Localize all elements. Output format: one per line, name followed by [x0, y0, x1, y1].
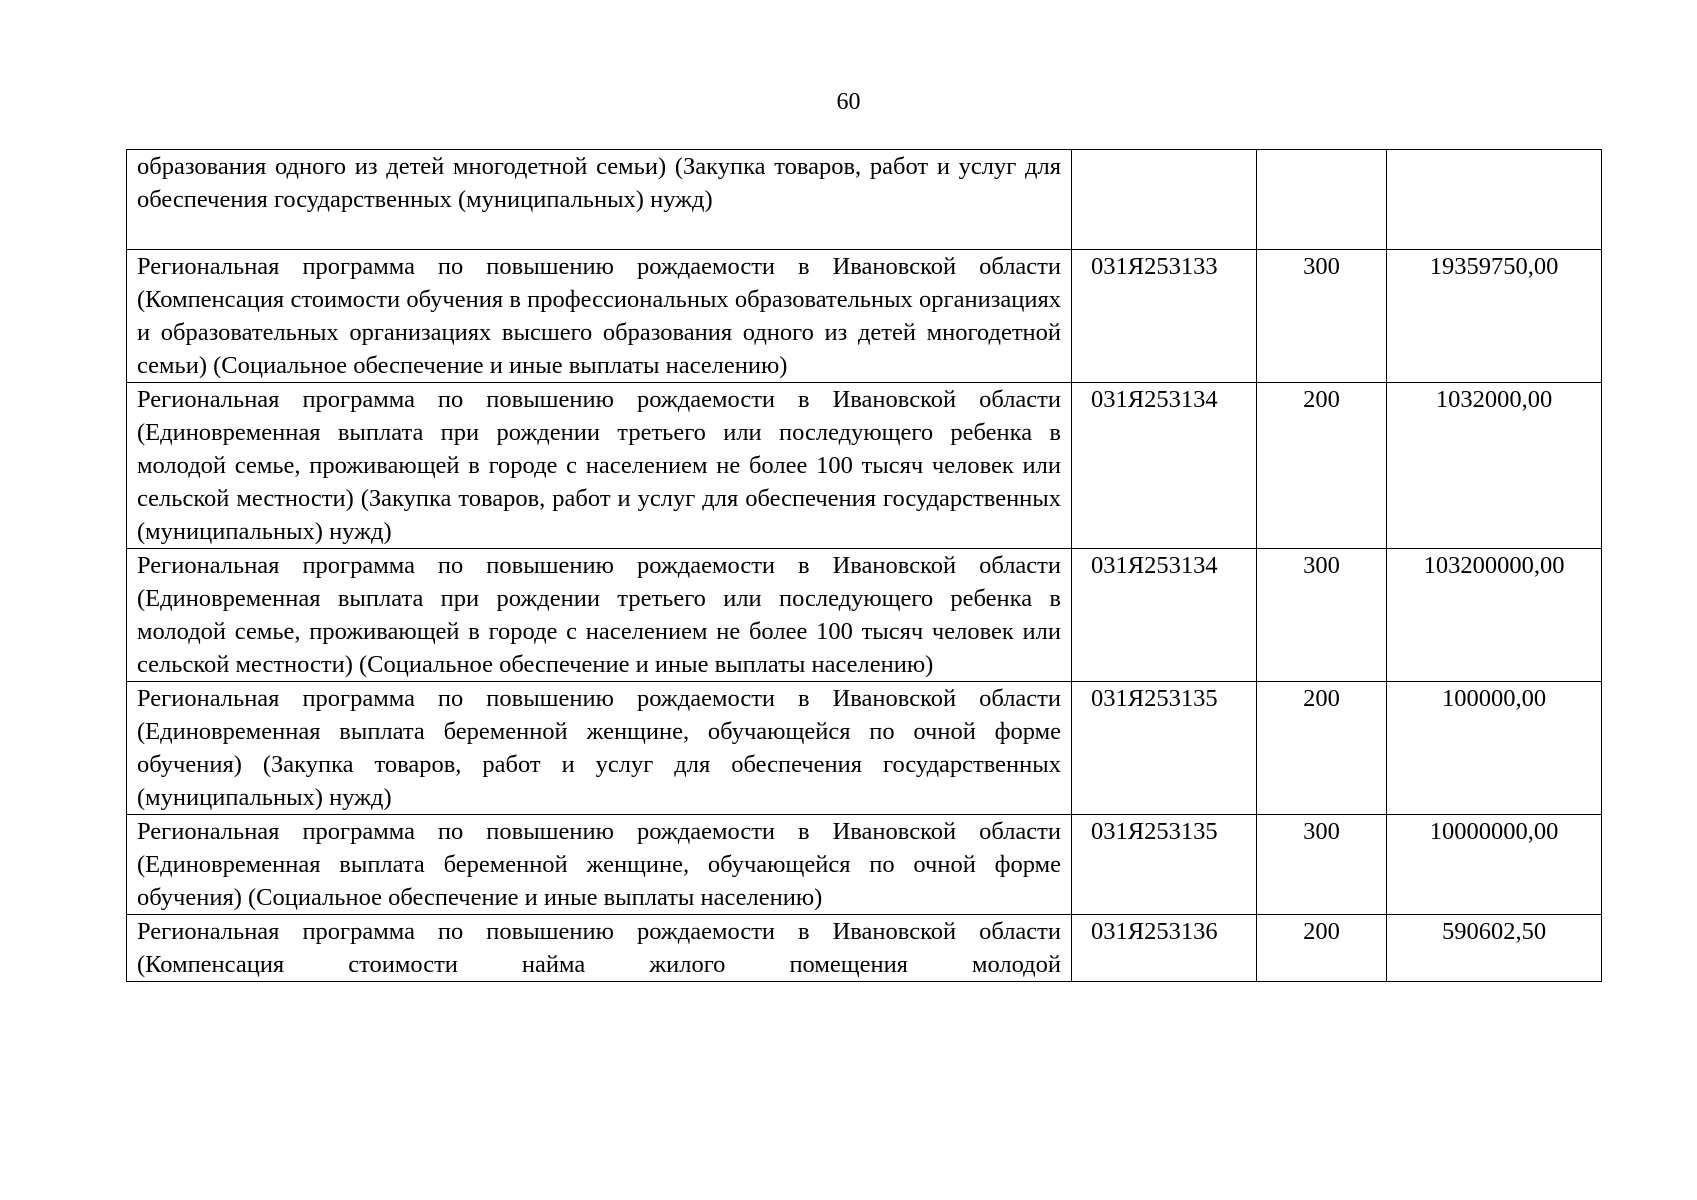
row-sum-cell: 10000000,00 [1387, 815, 1602, 915]
row-kind-cell [1257, 150, 1387, 250]
row-kind-cell: 300 [1257, 815, 1387, 915]
row-sum-cell: 100000,00 [1387, 682, 1602, 815]
row-name-cell: Региональная программа по повышению рождаемости в Ивановской области (Единовременная выплата беременной женщине, обучающейся по очной форме обучения) (Социальное обеспечение и иные выплаты населению) [127, 815, 1072, 915]
row-name-cell: Региональная программа по повышению рождаемости в Ивановской области (Единовременная выплата при рождении третьего или последующего ребенка в молодой семье, проживающей в городе с населением не более 100 тысяч человек или сельской местности) (Закупка товаров, работ и услуг для обеспечения государственных (муниципальных) нужд) [127, 383, 1072, 549]
row-kind-cell: 200 [1257, 383, 1387, 549]
row-sum-cell: 590602,50 [1387, 915, 1602, 982]
row-code-cell: 031Я253136 [1072, 915, 1257, 982]
row-code-cell: 031Я253133 [1072, 250, 1257, 383]
table-row [127, 383, 1602, 549]
row-kind-cell: 300 [1257, 250, 1387, 383]
row-code-cell: 031Я253135 [1072, 682, 1257, 815]
row-sum-cell: 19359750,00 [1387, 250, 1602, 383]
row-sum-cell [1387, 150, 1602, 250]
row-name-cell: Региональная программа по повышению рождаемости в Ивановской области (Компенсация стоимости обучения в профессиональных образовательных организациях и образовательных организациях высшего образования одного из детей многодетной семьи) (Социальное обеспечение и иные выплаты населению) [127, 250, 1072, 383]
page-number: 60 [836, 89, 861, 115]
table-row [127, 682, 1602, 815]
row-name-cell: Региональная программа по повышению рождаемости в Ивановской области (Компенсация стоимости найма жилого помещения молодой [127, 915, 1072, 982]
table-row [127, 549, 1602, 682]
row-sum-cell: 1032000,00 [1387, 383, 1602, 549]
row-sum-cell: 103200000,00 [1387, 549, 1602, 682]
row-name-cell: Региональная программа по повышению рождаемости в Ивановской области (Единовременная выплата беременной женщине, обучающейся по очной форме обучения) (Закупка товаров, работ и услуг для обеспечения государственных (муниципальных) нужд) [127, 682, 1072, 815]
row-kind-cell: 200 [1257, 915, 1387, 982]
budget-table [126, 149, 1602, 982]
row-code-cell: 031Я253134 [1072, 549, 1257, 682]
row-code-cell [1072, 150, 1257, 250]
table-row [127, 815, 1602, 915]
row-kind-cell: 300 [1257, 549, 1387, 682]
table-row [127, 250, 1602, 383]
table-row [127, 150, 1602, 250]
row-name-cell: образования одного из детей многодетной семьи) (Закупка товаров, работ и услуг для обеспечения государственных (муниципальных) нужд) [127, 150, 1072, 250]
row-code-cell: 031Я253134 [1072, 383, 1257, 549]
row-kind-cell: 200 [1257, 682, 1387, 815]
row-code-cell: 031Я253135 [1072, 815, 1257, 915]
table-row [127, 915, 1602, 982]
row-name-cell: Региональная программа по повышению рождаемости в Ивановской области (Единовременная выплата при рождении третьего или последующего ребенка в молодой семье, проживающей в городе с населением не более 100 тысяч человек или сельской местности) (Социальное обеспечение и иные выплаты населению) [127, 549, 1072, 682]
